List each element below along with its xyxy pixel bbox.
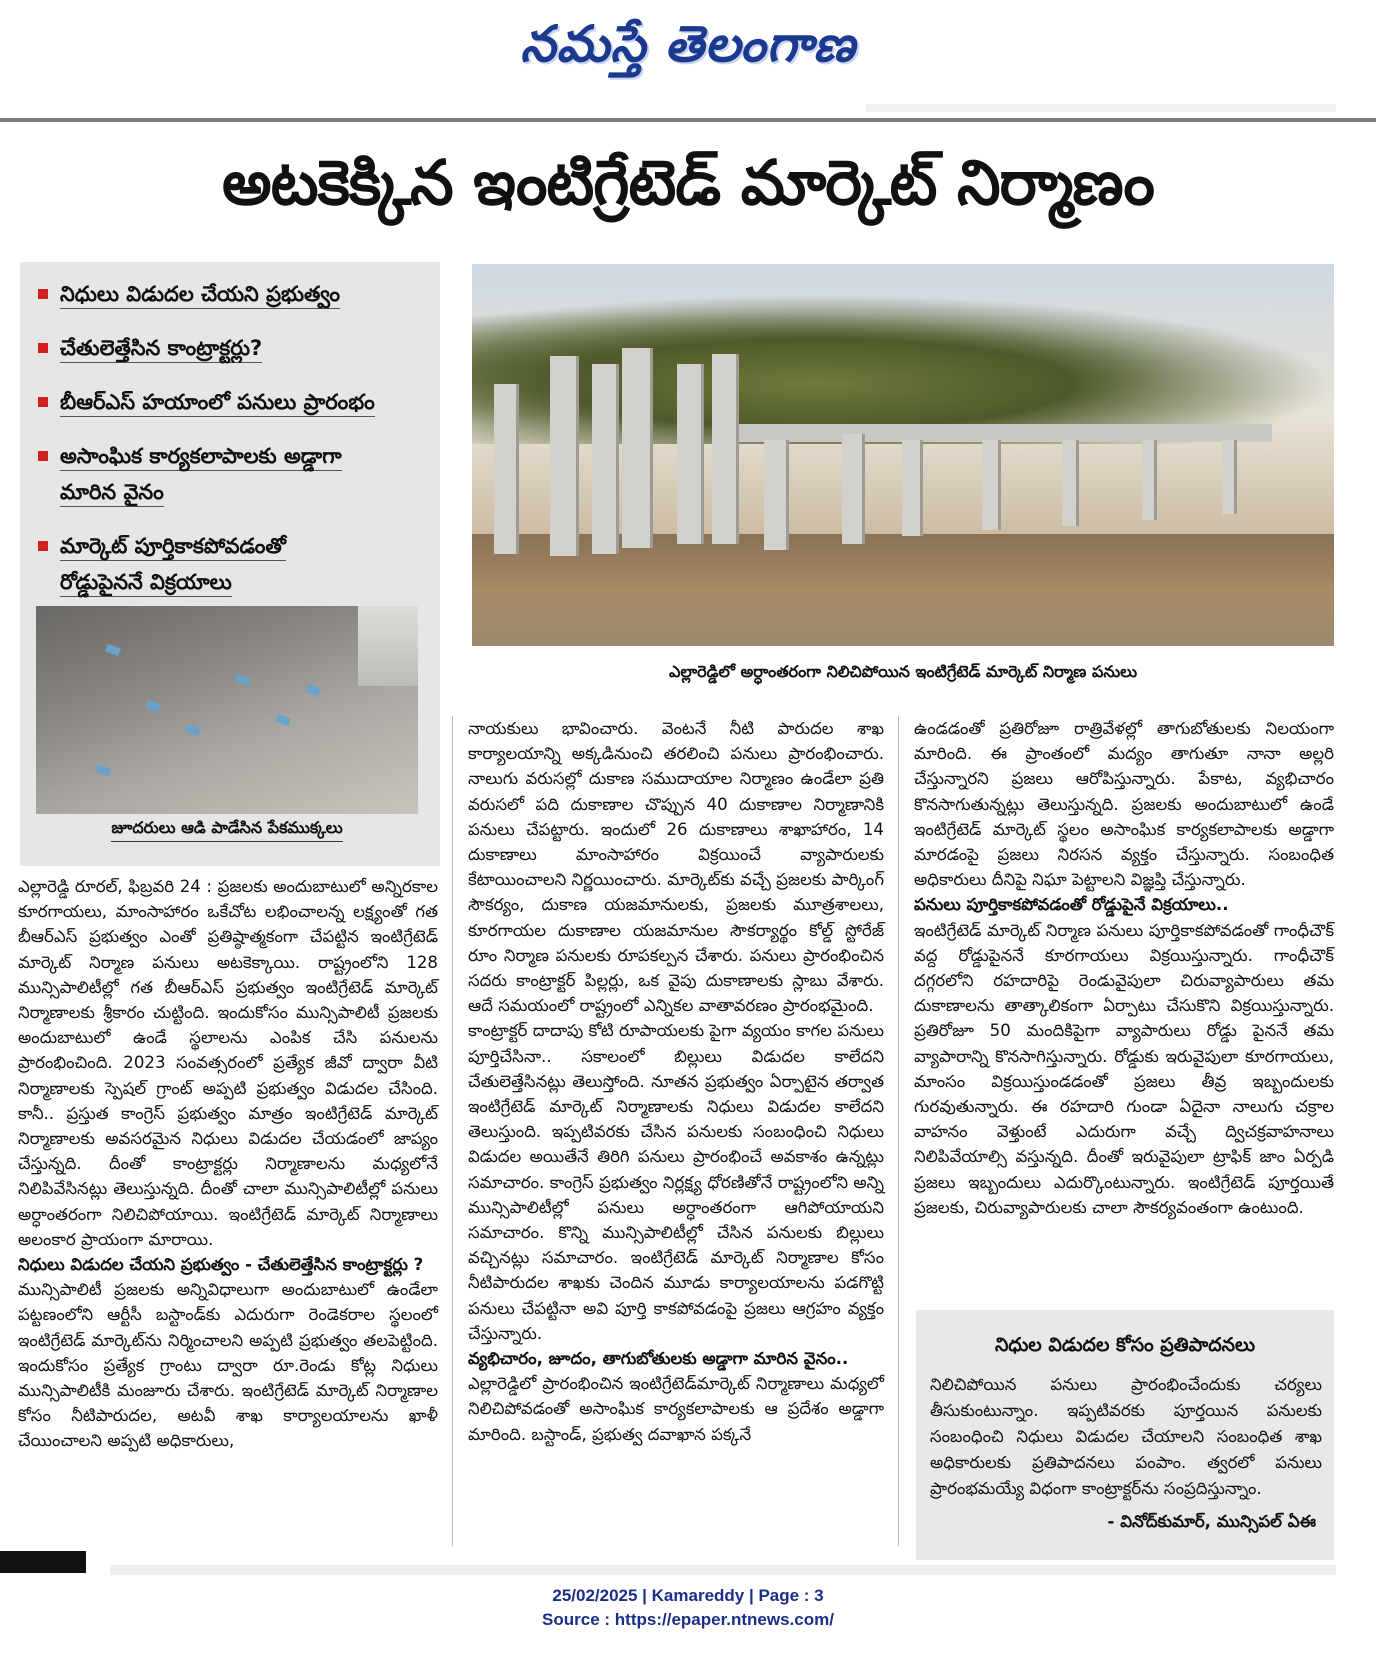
article-column-2 — [468, 716, 884, 1447]
highlight-item: అసాంఘిక కార్యకలాపాలకు అడ్డాగా మారిన వైనం — [36, 438, 436, 510]
corner-bar — [0, 1551, 86, 1573]
quote-title: నిధుల విడుదల కోసం ప్రతిపాదనలు — [994, 1334, 1256, 1356]
article-paragraph: కాంట్రాక్టర్ దాదాపు కోటి రూపాయలకు పైగా వ్యయం కాగల పనులు పూర్తిచేసినా.. సకాలంలో బిల్లులు విడుదల కాలేదని చేతులెత్తేసినట్లు తెలుస్తోంది. నూతన ప్రభుత్వం ఏర్పాటైన తర్వాత ఇంటిగ్రేటెడ్ మార్కెట్ నిర్మాణాలకు నిధులు విడుదల కాలేదని తెలుస్తుంది. ఇప్పటివరకు చేసిన పనులకు సంబంధించి నిధులు విడుదల అయితేనే తిరిగి పనులు ప్రారంభించే అవకాశం ఉన్నట్లు సమాచారం. కాంగ్రెస్ ప్రభుత్వం నిర్లక్ష్య ధోరణితోనే రాష్ట్రంలోని అన్ని మున్సిపాలిటీల్లో పనులు అర్ధాంతరంగా ఆగిపోయాయని సమాచారం. కొన్ని మున్సిపాలిటీల్లో చేసిన పనులకు బిల్లులు వచ్చినట్లు సమాచారం. ఇంటిగ్రేటెడ్ మార్కెట్ నిర్మాణాల కోసం నీటిపారుదల శాఖకు చెందిన మూడు కార్యాలయాలను పడగొట్టి పనులు చేపట్టినా అవి పూర్తి కాకపోవడంపై ప్రజలు ఆగ్రహం వ్యక్తం చేస్తున్నారు. — [468, 1021, 884, 1343]
masthead — [0, 0, 1376, 112]
header-rule — [0, 118, 1376, 122]
header-shade — [866, 104, 1336, 112]
article-paragraph: ఇంటిగ్రేటెడ్ మార్కెట్ నిర్మాణ పనులు పూర్తికాకపోవడంతో గాంధీచౌక్ వద్ద రోడ్డుపైననే కూరగాయలు విక్రయిస్తున్నారు. గాంధీచౌక్ దగ్గరలోని రహదారిపై రెండువైపులా చిరువ్యాపారులు తమ దుకాణాలను తాత్కాలికంగా ఏర్పాటు చేసుకొని విక్రయిస్తున్నారు. ప్రతిరోజూ 50 మందికిపైగా వ్యాపారులు రోడ్డు పైననే తమ వ్యాపారాన్ని కొనసాగిస్తున్నారు. రోడ్డుకు ఇరువైపులా కూరగాయలు, మాంసం విక్రయిస్తుండడంతో ప్రజలు తీవ్ర ఇబ్బందులకు గురవుతున్నారు. ఈ రహదారి గుండా ఏదైనా నాలుగు చక్రాల వాహనం వెళ్తుంటే ఎదురుగా వచ్చే ద్విచక్రవాహనాలు నిలిపివేయాల్సి వస్తున్నది. దీంతో ఇరువైపులా ట్రాఫిక్ జాం ఏర్పడి ప్రజలు ఇబ్బందులు ఎదుర్కొంటున్నారు. ఇంటిగ్రేటెడ్ పూర్తయితే ప్రజలకు, చిరువ్యాపారులకు చాలా సౌకర్యవంతంగా ఉంటుంది. — [914, 920, 1334, 1217]
big-photo-caption: ఎల్లారెడ్డిలో అర్ధాంతరంగా నిలిచిపోయిన ఇంటిగ్రేటెడ్ మార్కెట్ నిర్మాణ పనులు — [669, 662, 1137, 681]
footer-band — [110, 1565, 1336, 1575]
article-column-3 — [914, 716, 1334, 1220]
highlight-item: మార్కెట్ పూర్తికాకపోవడంతో రోడ్డుపైననే విక్రయాలు — [36, 528, 436, 600]
article-subheading: పనులు పూర్తికాకపోవడంతో రోడ్డుపైనే విక్రయాలు.. — [914, 895, 1229, 915]
article-subheading: నిధులు విడుదల చేయని ప్రభుత్వం - చేతులెత్తేసిన కాంట్రాక్టర్లు ? — [18, 1255, 424, 1275]
article-paragraph: నాయకులు భావించారు. వెంటనే నీటి పారుదల శాఖ కార్యాలయాన్ని అక్కడినుంచి తరలించి పనులు ప్రారంభించారు. నాలుగు వరుసల్లో దుకాణ సముదాయాల నిర్మాణం ఉండేలా ప్రతి వరుసలో పది దుకాణాల చొప్పున 40 దుకాణాల నిర్మాణానికి పనులు చేపట్టారు. ఇందులో 26 దుకాణాలు శాఖాహారం, 14 దుకాణాలు మాంసాహారం విక్రయించే వ్యాపారులకు కేటాయించాలని నిర్ణయించారు. మార్కెట్‌కు వచ్చే ప్రజలకు పార్కింగ్ సౌకర్యం, దుకాణ యజమానులకు, ప్రజలకు మూత్రశాలలు, కూరగాయల దుకాణాల యజమానుల సౌకర్యార్థం కోల్డ్ స్టోరేజ్ రూం నిర్మాణ పనులకు రూపకల్పన చేశారు. పనులు ప్రారంభించిన సదరు కాంట్రాక్టర్ పిల్లర్లు, ఒక వైపు దుకాణాలకు స్లాబు వేశారు. ఆదే సమయంలో రాష్ట్రంలో ఎన్నికల వాతావరణం ప్రారంభమైంది. — [468, 719, 884, 1016]
article-subheading: వ్యభిచారం, జూదం, తాగుబోతులకు అడ్డాగా మారిన వైనం.. — [468, 1349, 849, 1369]
article-column-1 — [18, 874, 438, 1454]
article-paragraph: ఉండడంతో ప్రతిరోజూ రాత్రివేళల్లో తాగుబోతులకు నిలయంగా మారింది. ఈ ప్రాంతంలో మద్యం తాగుతూ నానా అల్లరి చేస్తున్నారని ప్రజలు ఆరోపిస్తున్నారు. పేకాట, వ్యభిచారం కొనసాగుతున్నట్లు తెలుస్తున్నది. ప్రజలకు అందుబాటులో ఉండే ఇంటిగ్రేటెడ్ మార్కెట్ స్థలం అసాంఘిక కార్యకలాపాలకు అడ్డాగా మారడంపై ప్రజలు నిరసన వ్యక్తం చేస్తున్నారు. సంబంధిత అధికారులు దీనిపై నిఘా పెట్టాలని విజ్ఞప్తి చేస్తున్నారు. — [914, 719, 1334, 890]
bullet-square-icon — [38, 289, 48, 299]
bullet-square-icon — [38, 451, 48, 461]
highlight-item: బీఆర్ఎస్ హయాంలో పనులు ప్రారంభం — [36, 384, 436, 420]
article-paragraph: మున్సిపాలిటీ ప్రజలకు అన్నివిధాలుగా అందుబాటులో ఉండేలా పట్టణంలోని ఆర్టీసీ బస్టాండ్‌కు ఎదురుగా రెండెకరాల స్థలంలో ఇంటిగ్రేటెడ్ మార్కెట్‌ను నిర్మించాలని అప్పటి ప్రభుత్వం తలపెట్టింది. ఇందుకోసం ప్రత్యేక గ్రాంటు ద్వారా రూ.రెండు కోట్ల నిధులు మున్సిపాలిటీకి మంజూరు చేశారు. ఇంటిగ్రేటెడ్ మార్కెట్ నిర్మాణాల కోసం నీటిపారుదల, అటవీ శాఖ కార్యాలయాలను ఖాళీ చేయించాలని అప్పటి అధికారులు, — [18, 1280, 438, 1451]
highlight-item: చేతులెత్తేసిన కాంట్రాక్టర్లు? — [36, 330, 436, 366]
edition-info: 25/02/2025 | Kamareddy | Page : 3 — [552, 1586, 824, 1605]
source-link[interactable]: Source : https://epaper.ntnews.com/ — [542, 1610, 834, 1629]
quote-text: నిలిచిపోయిన పనులు ప్రారంభించేందుకు చర్యలు తీసుకుంటున్నాం. ఇప్పటివరకు పూర్తయిన పనులకు సంబంధించి నిధులు విడుదల చేయాలని సంబంధిత శాఖ అధికారులకు ప్రతిపాదనలు పంపాం. త్వరలో పనులు ప్రారంభమయ్యే విధంగా కాంట్రాక్టర్‌ను సంప్రదిస్తున్నాం. — [930, 1375, 1322, 1498]
bullet-square-icon — [38, 343, 48, 353]
newspaper-logo: నమస్తే తెలంగాణ — [520, 14, 856, 73]
small-photo-caption: జూదరులు ఆడి పాడేసిన పేకముక్కలు — [36, 818, 418, 841]
playing-cards-photo — [36, 606, 418, 814]
bullet-square-icon — [38, 397, 48, 407]
headline: అటకెక్కిన ఇంటిగ్రేటెడ్ మార్కెట్ నిర్మాణం — [222, 146, 1154, 219]
bullet-square-icon — [38, 541, 48, 551]
column-divider — [452, 716, 453, 1546]
article-paragraph: ఎల్లారెడ్డిలో ప్రారంభించిన ఇంటిగ్రేటెడ్‌మార్కెట్ నిర్మాణాలు మధ్యలో నిలిచిపోవడంతో అసాంఘిక కార్యకలాపాలకు ఆ ప్రదేశం అడ్డాగా మారింది. బస్టాండ్, ప్రభుత్వ దవాఖాన పక్కనే — [468, 1374, 884, 1444]
column-divider — [898, 716, 899, 1546]
quote-signature: - వినోద్‌కుమార్, మున్సిపల్ ఏఈ — [1107, 1512, 1316, 1531]
market-construction-photo — [472, 264, 1334, 646]
highlights-list — [36, 276, 436, 618]
highlight-item: నిధులు విడుదల చేయని ప్రభుత్వం — [36, 276, 436, 312]
article-paragraph: ఎల్లారెడ్డి రూరల్, ఫిబ్రవరి 24 : ప్రజలకు అందుబాటులో అన్నిరకాల కూరగాయలు, మాంసాహారం ఒకేచోట లభించాలన్న లక్ష్యంతో గత బీఆర్ఎస్ ప్రభుత్వం ఎంతో ప్రతిష్ఠాత్మకంగా చేపట్టిన ఇంటిగ్రేటెడ్ మార్కెట్ నిర్మాణ పనులు అటకెక్కాయి. రాష్ట్రంలోని 128 మున్సిపాలిటీల్లో గత బీఆర్ఎస్ ప్రభుత్వం ఇంటిగ్రేటెడ్ మార్కెట్ నిర్మాణాలకు శ్రీకారం చుట్టింది. ఇందుకోసం మున్సిపాలిటీ ప్రజలకు అందుబాటులో ఉండే స్థలాలను ఎంపిక చేసి పనులను ప్రారంభించింది. 2023 సంవత్సరంలో ప్రత్యేక జీవో ద్వారా వీటి నిర్మాణాలకు స్పెషల్ గ్రాంట్ అప్పటి ప్రభుత్వం విడుదల చేసింది. కానీ.. ప్రస్తుత కాంగ్రెస్ ప్రభుత్వం మాత్రం ఇంటిగ్రేటెడ్ మార్కెట్ నిర్మాణాలకు అవసరమైన నిధులు విడుదల చేయడంలో జాప్యం చేస్తున్నది. దీంతో కాంట్రాక్టర్లు నిర్మాణాలను మధ్యలోనే నిలిపివేసినట్లు తెలుస్తున్నది. దీంతో చాలా మున్సిపాలిటీల్లో పనులు అర్ధాంతరంగా నిలిచిపోయాయి. ఇంటిగ్రేటెడ్ మార్కెట్ నిర్మాణాలు అలంకార ప్రాయంగా మారాయి. — [18, 877, 438, 1249]
